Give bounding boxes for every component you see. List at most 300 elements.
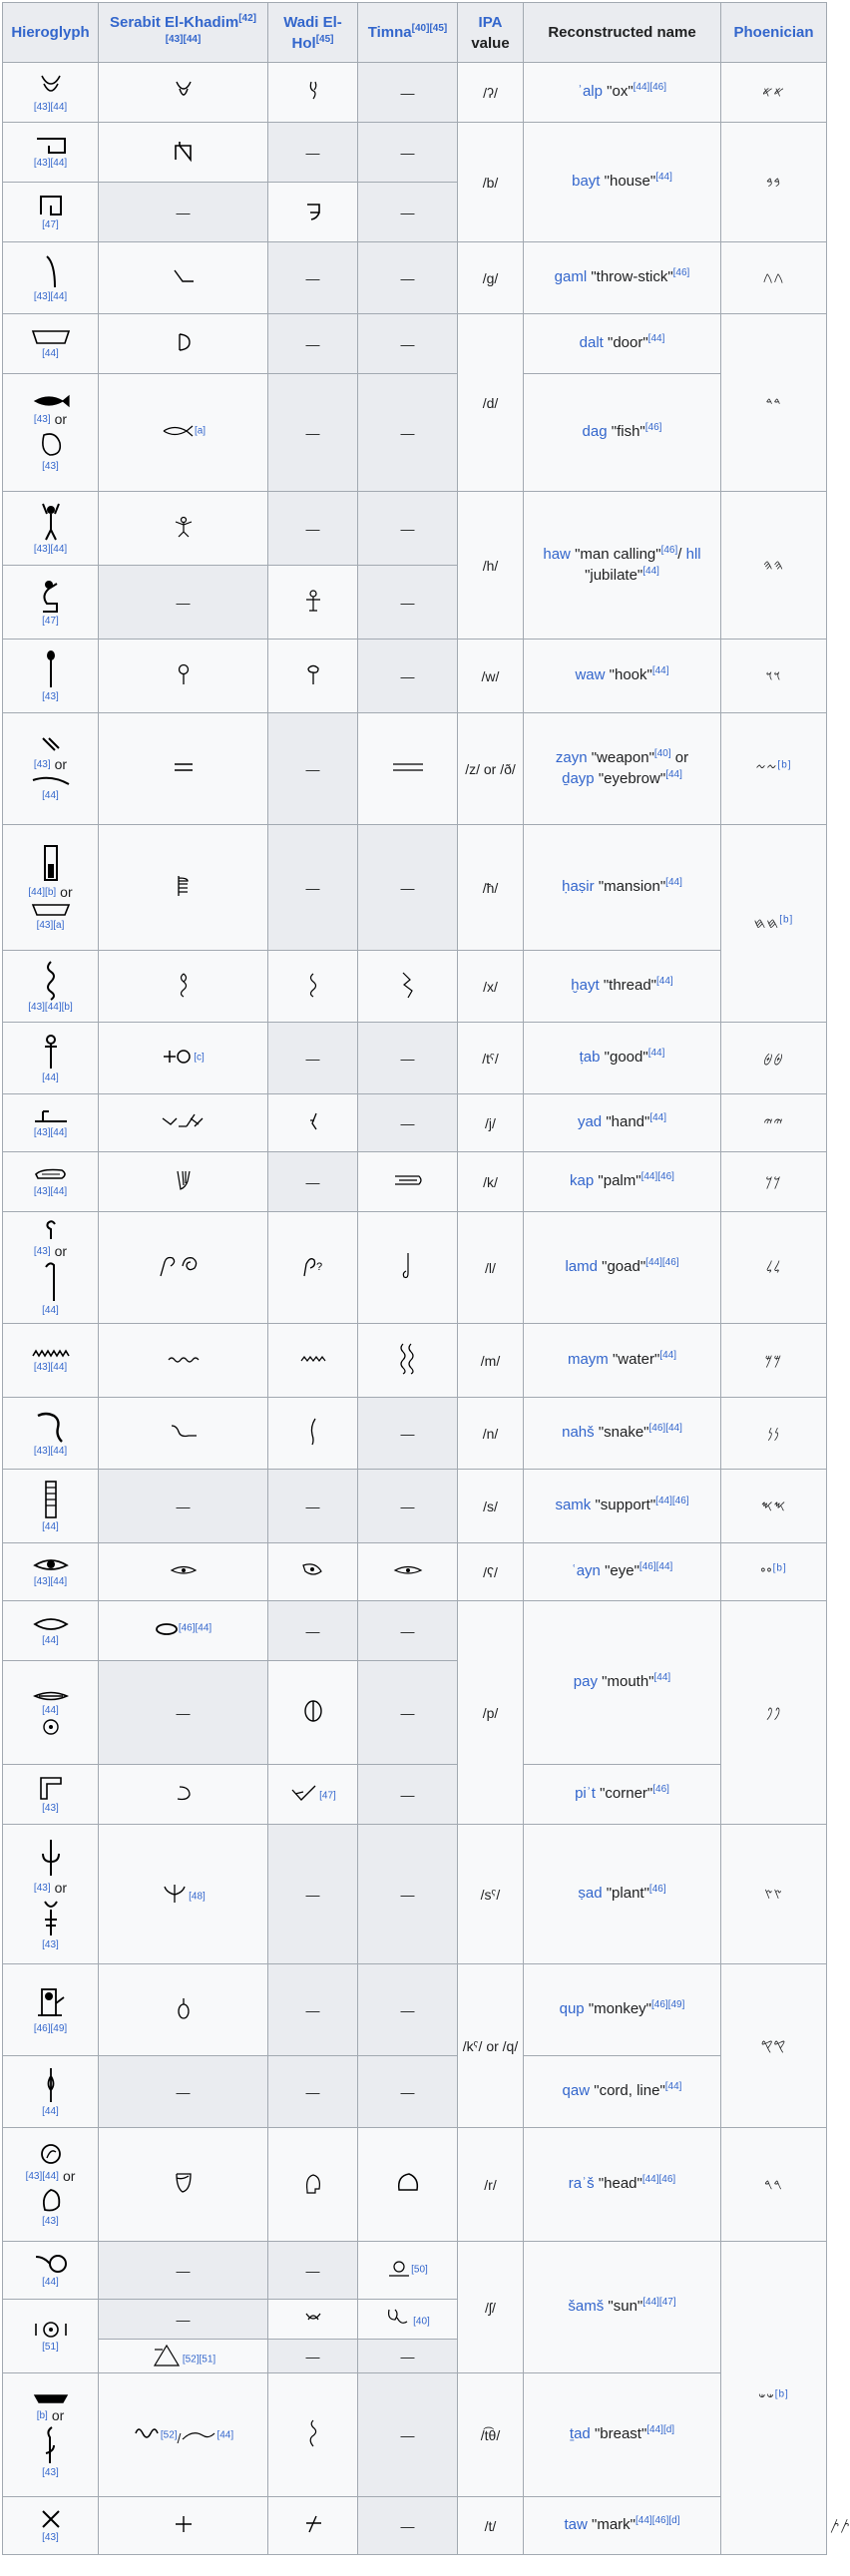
table-cell: — bbox=[268, 1964, 358, 2056]
table-cell bbox=[358, 1324, 458, 1398]
table-cell: — bbox=[268, 1470, 358, 1543]
table-cell bbox=[99, 713, 268, 825]
cell-text[interactable]: [43][44] bbox=[33, 1362, 68, 1373]
table-cell: /p/ bbox=[458, 1601, 524, 1825]
table-cell: — bbox=[268, 1023, 358, 1094]
table-cell bbox=[358, 951, 458, 1023]
name-link[interactable]: yad bbox=[577, 1113, 603, 1131]
cell-text: "plant" bbox=[606, 1885, 649, 1903]
cell-text[interactable]: [43][44] bbox=[33, 1127, 68, 1138]
table-cell bbox=[268, 1212, 358, 1324]
table-cell: — bbox=[358, 1094, 458, 1152]
table-cell: /k/ bbox=[458, 1152, 524, 1212]
mouth-glyph-icon bbox=[155, 1622, 179, 1636]
table-cell bbox=[358, 1212, 458, 1324]
row-zayn bbox=[3, 713, 827, 825]
table-cell: 𐤉𐤉 bbox=[721, 1094, 827, 1152]
eye-glyph-icon bbox=[393, 1563, 423, 1577]
reference-link: [46] bbox=[672, 267, 690, 279]
name-link[interactable]: kap bbox=[570, 1172, 595, 1190]
reference-link[interactable]: [47] bbox=[319, 1790, 336, 1802]
cell-text[interactable]: [43][44] bbox=[33, 1186, 68, 1197]
weapon-icon bbox=[39, 736, 63, 754]
table-cell: /ʕ/ bbox=[458, 1543, 524, 1601]
ox-glyph-icon bbox=[172, 79, 196, 103]
name-link[interactable]: bayt bbox=[572, 173, 601, 191]
row-nahs bbox=[3, 1398, 827, 1470]
table-cell bbox=[524, 1324, 721, 1398]
table-cell bbox=[3, 1094, 99, 1152]
table-cell bbox=[99, 951, 268, 1023]
name-link[interactable]: zayn bbox=[555, 749, 588, 767]
row-hayt bbox=[3, 951, 827, 1023]
table-cell bbox=[99, 2128, 268, 2242]
name-link[interactable]: samk bbox=[555, 1497, 592, 1514]
hook-icon bbox=[43, 649, 59, 689]
reference-link: [44] bbox=[647, 333, 665, 345]
mansion-icon bbox=[31, 902, 71, 918]
house-glyph-icon bbox=[302, 199, 324, 222]
reference-link: [46] bbox=[648, 1884, 666, 1896]
name-link[interactable]: qaw bbox=[562, 2082, 591, 2100]
reference-link[interactable]: [b] bbox=[772, 1562, 787, 1574]
cell-text: 𐤆𐤆 bbox=[755, 760, 778, 776]
cell-text[interactable]: [47] bbox=[42, 219, 59, 230]
goad-glyph-icon bbox=[298, 1252, 328, 1280]
door-icon bbox=[31, 328, 71, 346]
table-cell bbox=[3, 951, 99, 1023]
reference-link: [44] bbox=[651, 665, 669, 677]
name-link[interactable]: Timna bbox=[367, 24, 412, 41]
cord-icon bbox=[45, 2066, 57, 2104]
header-hieroglyph[interactable] bbox=[3, 3, 99, 63]
reference-link: [44][46][d] bbox=[636, 2515, 680, 2527]
cell-text[interactable]: [44] bbox=[42, 2277, 59, 2288]
table-cell: — bbox=[358, 314, 458, 374]
table-cell bbox=[721, 825, 827, 1023]
table-cell: — bbox=[358, 566, 458, 640]
goad-icon bbox=[42, 1219, 60, 1241]
cell-text[interactable]: [44] bbox=[42, 2106, 59, 2117]
mark-icon bbox=[40, 2508, 62, 2530]
cell-text[interactable]: [43][44] bbox=[33, 1446, 68, 1457]
table-cell: — bbox=[268, 314, 358, 374]
name-link[interactable]: dalt bbox=[579, 334, 604, 352]
table-cell bbox=[524, 1023, 721, 1094]
table-cell: — bbox=[358, 1765, 458, 1825]
table-cell bbox=[721, 1543, 827, 1601]
header-wadi[interactable] bbox=[268, 3, 358, 63]
cell-text[interactable]: [43] bbox=[33, 1882, 51, 1894]
header-row bbox=[3, 3, 827, 63]
table-cell: /n/ bbox=[458, 1398, 524, 1470]
table-cell: — bbox=[99, 183, 268, 242]
table-cell bbox=[524, 1543, 721, 1601]
name-link[interactable]: maym bbox=[567, 1351, 609, 1369]
table-cell bbox=[3, 314, 99, 374]
table-cell: — bbox=[268, 374, 358, 492]
table-cell bbox=[358, 2128, 458, 2242]
name-link[interactable]: ʿayn bbox=[571, 1562, 601, 1580]
cell-text: "good" bbox=[604, 1049, 648, 1067]
cell-text[interactable]: [44] bbox=[42, 790, 59, 801]
table-cell bbox=[3, 713, 99, 825]
table-cell bbox=[3, 1601, 99, 1661]
cell-text[interactable]: [44] bbox=[42, 1521, 59, 1532]
head-glyph-icon bbox=[301, 2171, 325, 2195]
reference-link: [44] bbox=[655, 172, 672, 184]
name-link[interactable]: Phoenician bbox=[733, 24, 814, 41]
table-cell: /ħ/ bbox=[458, 825, 524, 951]
reference-link: [46][44] bbox=[648, 1423, 682, 1435]
cell-text: "eye" bbox=[605, 1562, 639, 1580]
row-sams bbox=[3, 2242, 827, 2300]
reference-link: [44] bbox=[649, 1112, 667, 1124]
name-link[interactable]: haw bbox=[543, 546, 571, 564]
table-cell: — bbox=[358, 1601, 458, 1661]
header-ipa[interactable] bbox=[458, 3, 524, 63]
table-cell bbox=[3, 1661, 99, 1765]
hook-glyph-icon bbox=[304, 662, 322, 686]
cell-text[interactable]: [43][44][b] bbox=[28, 1002, 73, 1013]
table-cell: /t/ bbox=[458, 2497, 524, 2555]
name-link[interactable]: qup bbox=[559, 2000, 585, 2018]
table-cell bbox=[268, 1324, 358, 1398]
cell-text[interactable]: [46][49] bbox=[33, 2023, 68, 2034]
goad-glyph-icon bbox=[157, 1252, 211, 1280]
row-hasir bbox=[3, 825, 827, 951]
cell-text: "water" bbox=[612, 1351, 660, 1369]
table-cell bbox=[99, 1094, 268, 1152]
reference-link[interactable]: [a] bbox=[194, 425, 207, 437]
cell-text: "thread" bbox=[603, 977, 657, 995]
table-cell bbox=[524, 2242, 721, 2373]
table-cell: — bbox=[358, 2340, 458, 2373]
reference-link[interactable]: [46][44] bbox=[178, 1622, 212, 1634]
cell-text[interactable]: [43] bbox=[42, 691, 59, 702]
row-dag bbox=[3, 374, 827, 492]
table-cell bbox=[3, 2128, 99, 2242]
table-cell: — bbox=[358, 2056, 458, 2128]
door-glyph-icon bbox=[174, 331, 194, 353]
cell-text[interactable]: [43][44] bbox=[33, 102, 68, 113]
cell-text[interactable]: [44] bbox=[42, 348, 59, 359]
reference-link[interactable]: [b] bbox=[774, 2388, 789, 2400]
table-cell bbox=[268, 2497, 358, 2555]
table-cell bbox=[268, 1398, 358, 1470]
table-cell bbox=[524, 1964, 721, 2056]
cell-text: "mansion" bbox=[598, 878, 666, 896]
cell-text[interactable]: [43][44] bbox=[33, 1576, 68, 1587]
table-cell bbox=[524, 242, 721, 314]
table-cell: — bbox=[358, 242, 458, 314]
sun-glyph-icon bbox=[151, 2342, 183, 2367]
proto-sinaitic-table bbox=[2, 2, 850, 2555]
table-cell: 𐤑𐤑 bbox=[721, 1825, 827, 1964]
cell-text: or bbox=[674, 749, 689, 767]
reference-link[interactable]: [48] bbox=[189, 1891, 206, 1903]
cell-text[interactable]: [44] bbox=[42, 1073, 59, 1083]
house-glyph-icon bbox=[171, 138, 197, 164]
cell-text: "head" bbox=[598, 2175, 642, 2193]
table-cell: — bbox=[358, 1023, 458, 1094]
man-calling-glyph-icon bbox=[173, 515, 195, 539]
table-cell: /b/ bbox=[458, 123, 524, 242]
thread-glyph-icon bbox=[176, 972, 192, 998]
table-cell: /s/ bbox=[458, 1470, 524, 1543]
header-phoenician[interactable] bbox=[721, 3, 827, 63]
table-cell bbox=[524, 1212, 721, 1324]
table-cell bbox=[99, 2340, 268, 2373]
table-cell bbox=[358, 1152, 458, 1212]
cell-text[interactable]: [43] bbox=[42, 1803, 59, 1814]
cell-text[interactable]: [43] bbox=[42, 2216, 59, 2227]
breast-icon bbox=[33, 2391, 69, 2405]
table-cell: haw "man calling"[46]/ hll "jubilate"[44] bbox=[524, 492, 721, 640]
table-cell bbox=[524, 2373, 721, 2497]
cell-text: or bbox=[60, 884, 73, 900]
cell-text[interactable]: [43][44] bbox=[33, 544, 68, 555]
header-timna[interactable] bbox=[358, 3, 458, 63]
cell-text: or bbox=[51, 2407, 65, 2423]
table-cell: — bbox=[358, 1470, 458, 1543]
table-cell bbox=[3, 2056, 99, 2128]
name-link[interactable]: lamd bbox=[565, 1258, 598, 1276]
sun-glyph-icon bbox=[302, 2308, 324, 2328]
table-cell bbox=[3, 492, 99, 566]
sun-glyph-icon bbox=[387, 2260, 411, 2278]
eye-glyph-icon bbox=[301, 1561, 325, 1579]
table-cell bbox=[524, 2128, 721, 2242]
table-cell bbox=[99, 1765, 268, 1825]
table-cell: /tˤ/ bbox=[458, 1023, 524, 1094]
support-pillar-icon bbox=[43, 1480, 59, 1519]
snake-glyph-icon bbox=[169, 1422, 199, 1442]
name-link[interactable]: Serabit El-Khadim bbox=[110, 13, 239, 31]
name-link[interactable]: ṭab bbox=[579, 1049, 601, 1067]
reference-link: [44][46] bbox=[655, 1496, 689, 1507]
cell-text[interactable]: [43] bbox=[42, 2467, 59, 2478]
table-cell: — bbox=[99, 2300, 268, 2340]
jubilate-figure-icon bbox=[37, 578, 65, 614]
reference-link: [44] bbox=[653, 1672, 671, 1684]
table-cell bbox=[524, 2497, 721, 2555]
name-link[interactable]: piʾt bbox=[575, 1785, 596, 1803]
name-link[interactable]: ṣad bbox=[578, 1885, 603, 1903]
name-link[interactable]: raʾš bbox=[568, 2175, 595, 2193]
table-cell bbox=[268, 1094, 358, 1152]
table-cell: 𐤓𐤓 bbox=[721, 2128, 827, 2242]
table-cell bbox=[3, 640, 99, 713]
table-cell bbox=[99, 374, 268, 492]
name-link[interactable]: Hieroglyph bbox=[11, 24, 90, 41]
cell-text: "support" bbox=[595, 1497, 656, 1514]
cell-text: or bbox=[54, 756, 68, 772]
table-cell: 𐤅𐤅 bbox=[721, 640, 827, 713]
cell-text[interactable]: [43][44] bbox=[25, 2170, 59, 2182]
cell-text[interactable]: [43] bbox=[33, 1245, 51, 1257]
name-link[interactable]: ḏayp bbox=[562, 769, 595, 787]
name-link[interactable]: šamš bbox=[568, 2298, 605, 2316]
fish-icon bbox=[31, 393, 71, 409]
reference-link[interactable]: [c] bbox=[194, 1052, 205, 1064]
table-cell: — bbox=[268, 825, 358, 951]
cell-text[interactable]: [44] bbox=[42, 1705, 59, 1716]
name-link[interactable]: pay bbox=[573, 1673, 598, 1691]
reference-link[interactable]: [b] bbox=[779, 914, 794, 926]
table-cell: /h/ bbox=[458, 492, 524, 640]
throw-stick-icon bbox=[41, 253, 61, 289]
mark-glyph-icon bbox=[302, 2513, 324, 2535]
svg-text:?: ? bbox=[315, 1261, 322, 1273]
reference-link: [44] bbox=[664, 2081, 682, 2093]
header-serabit[interactable] bbox=[99, 3, 268, 63]
table-cell: — bbox=[358, 374, 458, 492]
reference-link[interactable]: [50] bbox=[411, 2264, 428, 2276]
cell-text[interactable]: [44][b] bbox=[28, 886, 57, 898]
breast-icon bbox=[42, 2425, 60, 2465]
reference-link[interactable]: [52][51] bbox=[182, 2354, 216, 2365]
head-icon bbox=[39, 2142, 63, 2166]
table-cell bbox=[3, 1212, 99, 1324]
table-cell bbox=[524, 314, 721, 374]
cell-text: 𐤏𐤏 bbox=[760, 1563, 773, 1579]
table-cell bbox=[268, 566, 358, 640]
table-cell: 𐤐𐤐 bbox=[721, 1601, 827, 1825]
table-cell: 𐤄𐤄 bbox=[721, 492, 827, 640]
table-cell bbox=[524, 1601, 721, 1765]
cell-text: 𐤇𐤇 bbox=[753, 915, 780, 931]
cell-text[interactable]: [b] bbox=[36, 2409, 48, 2421]
name-link[interactable]: IPA bbox=[478, 13, 503, 31]
table-cell: — bbox=[358, 123, 458, 183]
name-link[interactable]: ṯad bbox=[569, 2425, 591, 2443]
cell-text: or bbox=[62, 2168, 76, 2184]
cell-text: "mouth" bbox=[602, 1673, 654, 1691]
table-cell bbox=[524, 123, 721, 242]
reference-link[interactable]: [52] bbox=[160, 2429, 178, 2441]
name-link[interactable]: Wadi El-Hol bbox=[283, 13, 342, 52]
reference-link[interactable]: [40] bbox=[413, 2316, 430, 2328]
name-link[interactable]: hll bbox=[685, 546, 701, 564]
table-cell bbox=[268, 951, 358, 1023]
table-cell bbox=[3, 1470, 99, 1543]
reference-link: [44][46] bbox=[641, 2174, 676, 2186]
table-cell: — bbox=[358, 640, 458, 713]
cell-text[interactable]: [47] bbox=[42, 616, 59, 627]
table-cell bbox=[524, 1094, 721, 1152]
cell-text[interactable]: [43][44] bbox=[33, 291, 68, 302]
cell-text[interactable]: [44] bbox=[42, 1635, 59, 1646]
name-link[interactable]: taw bbox=[564, 2516, 588, 2534]
table-cell: 𐤀𐤀 bbox=[721, 63, 827, 123]
row-alp bbox=[3, 63, 827, 123]
cell-text: "snake" bbox=[598, 1424, 649, 1442]
sun-glyph-icon bbox=[385, 2306, 413, 2330]
table-cell: /l/ bbox=[458, 1212, 524, 1324]
row-lamd bbox=[3, 1212, 827, 1324]
cell-text[interactable]: [43] bbox=[33, 413, 51, 425]
name-link[interactable]: ḥaṣir bbox=[562, 878, 595, 896]
eyebrow-icon bbox=[31, 774, 71, 788]
table-cell bbox=[99, 1023, 268, 1094]
reference-link: [45] bbox=[315, 33, 334, 45]
table-cell bbox=[358, 1543, 458, 1601]
goad-glyph-icon bbox=[400, 1251, 416, 1281]
row-haw bbox=[3, 492, 827, 566]
row-waw bbox=[3, 640, 827, 713]
row-tad bbox=[3, 2373, 827, 2497]
cell-text[interactable]: [51] bbox=[42, 2342, 59, 2353]
good-glyph-icon bbox=[162, 1048, 194, 1066]
table-cell bbox=[268, 640, 358, 713]
row-dalt bbox=[3, 314, 827, 374]
water-icon bbox=[31, 1348, 71, 1360]
table-cell bbox=[524, 713, 721, 825]
cell-text[interactable]: [43][a] bbox=[36, 920, 65, 931]
reference-link: [44] bbox=[647, 1048, 665, 1060]
reference-link[interactable]: [b] bbox=[777, 759, 792, 771]
thread-icon bbox=[43, 960, 59, 1000]
cell-text: "man calling" bbox=[575, 546, 661, 564]
table-cell: — bbox=[358, 825, 458, 951]
cell-text[interactable]: [43][44] bbox=[33, 158, 68, 169]
table-cell: /t͡θ/ bbox=[458, 2373, 524, 2497]
name-link[interactable]: waw bbox=[575, 666, 606, 684]
mouth-icon bbox=[33, 1615, 69, 1633]
cell-text: "ox" bbox=[607, 83, 634, 101]
name-link[interactable]: nahš bbox=[562, 1424, 595, 1442]
table-cell: /z/ or /ð/ bbox=[458, 713, 524, 825]
reference-link: [46][44] bbox=[638, 1561, 673, 1573]
reference-link[interactable]: [44] bbox=[216, 2429, 234, 2441]
cell-text[interactable]: [43] bbox=[33, 758, 51, 770]
cell-text: "hand" bbox=[606, 1113, 650, 1131]
table-cell bbox=[3, 1964, 99, 2056]
cell-text: "door" bbox=[608, 334, 648, 352]
cell-text[interactable]: [43] bbox=[42, 2532, 59, 2543]
table-cell bbox=[99, 492, 268, 566]
name-link[interactable]: gaml bbox=[554, 268, 588, 286]
weapon-glyph-icon bbox=[172, 759, 196, 775]
table-cell bbox=[3, 242, 99, 314]
name-link[interactable]: ʾalp bbox=[577, 83, 603, 101]
row-ayn bbox=[3, 1543, 827, 1601]
row-ras bbox=[3, 2128, 827, 2242]
jubilate-glyph-icon bbox=[303, 588, 323, 614]
name-link[interactable]: ḫayt bbox=[571, 977, 600, 995]
table-cell bbox=[3, 1023, 99, 1094]
table-cell: — bbox=[268, 1601, 358, 1661]
table-cell bbox=[358, 2300, 458, 2340]
name-link[interactable]: dag bbox=[582, 423, 608, 441]
cell-text[interactable]: [44] bbox=[42, 1305, 59, 1316]
table-cell: /ʃ/ bbox=[458, 2242, 524, 2373]
table-cell: — bbox=[268, 1152, 358, 1212]
house-icon bbox=[38, 194, 64, 217]
table-cell: — bbox=[99, 1661, 268, 1765]
table-cell bbox=[3, 825, 99, 951]
sun-icon bbox=[34, 2253, 68, 2275]
reference-link: [46] bbox=[660, 545, 678, 557]
cell-text[interactable]: [43] bbox=[42, 1939, 59, 1950]
table-cell bbox=[3, 2300, 99, 2373]
mouth-glyph-icon bbox=[302, 1698, 324, 1724]
table-cell: 𐤃𐤃 bbox=[721, 314, 827, 492]
cell-text[interactable]: [43] bbox=[42, 461, 59, 472]
cell-text: 𐤔𐤔 bbox=[758, 2389, 775, 2405]
table-cell bbox=[99, 314, 268, 374]
